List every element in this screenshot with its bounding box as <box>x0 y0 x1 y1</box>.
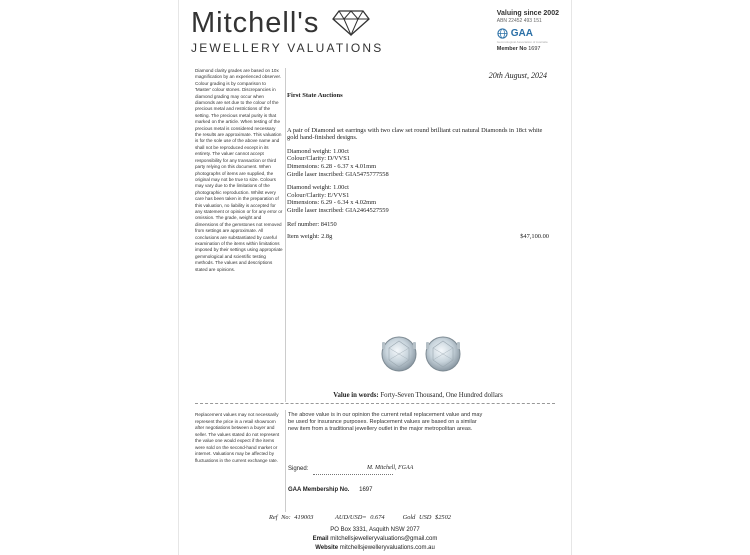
item-description: A pair of Diamond set earrings with two claw set round brilliant cut natural Diamonds in 18ct white gold hand-finished designs. <box>287 126 543 142</box>
diamond-logo-icon <box>331 7 371 37</box>
stone-2-girdle: Girdle laser inscribed: GIA2464527559 <box>287 206 389 214</box>
gaa-text: GAA <box>510 28 533 39</box>
ref-no: Ref No: 419003 <box>269 514 314 521</box>
right-earring <box>426 337 460 371</box>
signed-label: Signed: <box>288 466 309 472</box>
ref-number: Ref number: 84150 <box>287 220 337 228</box>
brand-name: Mitchell's <box>191 7 320 39</box>
stone-1-dimensions: Dimensions: 6.28 - 6.37 x 4.01mm <box>287 162 377 170</box>
stone-1-weight: Diamond weight: 1.00ct <box>287 147 349 155</box>
gaa-subtitle: Gemmological Association of Australia <box>496 40 548 44</box>
stone-2-dimensions: Dimensions: 6.29 - 6.34 x 4.02mm <box>287 199 377 207</box>
footer-address: PO Box 3331, Asquith NSW 2077 <box>330 527 420 533</box>
value-words-label: Value in words: <box>333 392 379 399</box>
opinion-statement: The above value is in our opinion the current retail replacement value and may be used for insurance purposes. Replacement values are based on a similar new item from a traditional jewellery outlet in the major metropolitan areas. <box>288 412 483 433</box>
gaa-globe-icon <box>497 28 508 39</box>
aud-usd-rate: AUD/USD= 0.674 <box>334 514 385 521</box>
gaa-logo <box>497 28 559 39</box>
stone-1-details <box>287 148 549 178</box>
value-words-text: Forty-Seven Thousand, One Hundred dollars <box>380 392 503 399</box>
stone-2-weight: Diamond weight: 1.00ct <box>287 184 349 192</box>
member-value: 1697 <box>528 46 541 52</box>
brand-subtitle: JEWELLERY VALUATIONS <box>191 41 384 55</box>
stone-1-girdle: Girdle laser inscribed: GIA5475777558 <box>287 170 389 178</box>
valuation-date: 20th August, 2024 <box>488 71 547 80</box>
left-earring <box>382 337 416 371</box>
signature-line <box>313 474 393 475</box>
stone-1-colour: Colour/Clarity: D/VVS1 <box>287 155 351 163</box>
footer-website-link[interactable]: mitchellsjewelleryvaluations.com.au <box>339 545 435 551</box>
item-price: $47,100.00 <box>520 233 549 241</box>
member-number <box>497 46 559 52</box>
gold-usd-price: Gold USD $2502 <box>402 514 451 521</box>
weight-price-row <box>287 233 549 241</box>
valuation-document <box>178 0 572 555</box>
column-divider <box>285 68 286 402</box>
item-details <box>287 92 549 241</box>
disclaimer-left: Diamond clarity grades are based on 10x magnification by an experienced observer. Colour grading is by comparison to 'Master' colour stones. Discrepancies in diamond grading may occur when diamonds are set due to the colour of the precious metal and restrictions of the setting. The precious metal purity is that marked on the article. When testing of the precious metal is considered necessary the results are approximate. This valuation is for the sole use of the above name and shall not be reproduced except in its entirety. The valuer cannot accept responsibility for any transaction or third party relying on this document. When photographs of items are supplied, the original may not be true to size. Colours may vary due to the limitations of the photographic reproduction. Whilst every care has been taken in the preparation of this valuation, no liability is accepted for any statement or opinion or for any error or omission. The grade, weight and dimensions of the gemstones not removed from settings are approximate. All conclusions are substantiated by careful examination of the items within limitations imposed by their settings using appropriate gemmological and scientific testing methods. The values and descriptions stated are opinions. <box>195 68 283 272</box>
signer-name: M. Mitchell, FGAA <box>367 465 414 471</box>
item-weight: Item weight: 2.8g <box>287 233 333 241</box>
section-separator <box>195 403 555 404</box>
member-label: Member No <box>496 46 527 52</box>
abn-number: ABN 22452 493 151 <box>496 18 542 24</box>
gaa-membership-label: GAA Membership No. <box>288 487 350 493</box>
gaa-membership <box>288 487 372 493</box>
gaa-membership-number: 1697 <box>359 487 373 493</box>
footer-email <box>179 536 571 542</box>
header-credentials <box>497 10 559 52</box>
footer-website-label: Website <box>315 545 339 551</box>
disclaimer-bottom-left: Replacement values may not necessarily represent the price in a retail showroom after negotiations between a buyer and seller. The values stated do not represent the value one would expect if the items were sold on the second-hand market or internet. Valuations may be affected by fluctuations in the current exchange rate. <box>195 412 280 463</box>
earrings-photo <box>379 330 465 382</box>
footer-website <box>179 545 571 551</box>
valuing-since: Valuing since 2002 <box>496 10 559 17</box>
column-divider-bottom <box>285 410 286 512</box>
footer-email-label: Email <box>312 536 329 542</box>
footer-email-link[interactable]: mitchellsjewelleryvaluations@gmail.com <box>330 536 438 542</box>
footer-reference <box>269 514 451 521</box>
stone-2-colour: Colour/Clarity: E/VVS1 <box>287 191 350 199</box>
value-in-words <box>287 392 549 399</box>
client-name: First State Auctions <box>287 92 343 99</box>
stone-2-details <box>287 184 549 214</box>
